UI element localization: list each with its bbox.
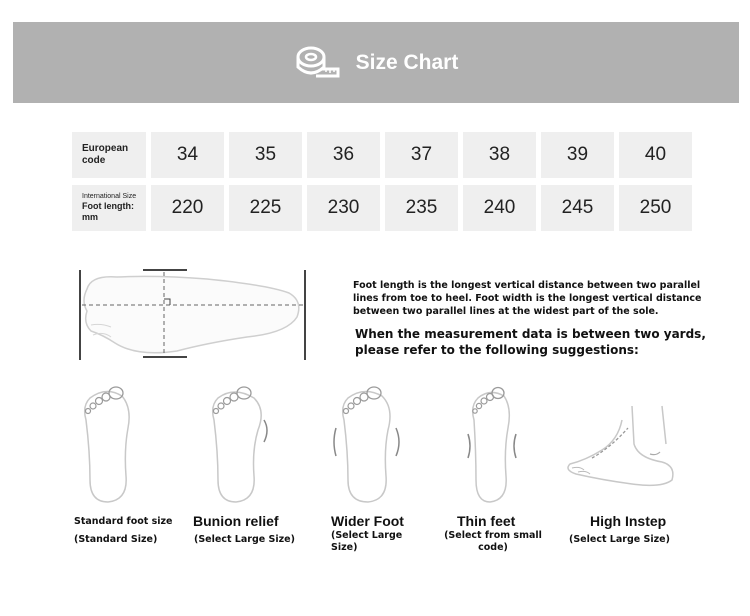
- tape-measure-icon: [294, 43, 340, 83]
- foot-type-advice: (Standard Size): [74, 534, 158, 545]
- foot-type-name: Standard foot size: [74, 516, 173, 527]
- length-cell: 240: [463, 185, 536, 231]
- european-label: European code: [72, 132, 146, 178]
- suggestion-text: When the measurement data is between two yards, please refer to the following suggestions:: [355, 327, 706, 357]
- size-table: [72, 132, 692, 238]
- european-size-row: [72, 132, 692, 178]
- wider-foot-icon: [330, 380, 406, 506]
- size-cell: 35: [229, 132, 302, 178]
- foot-type-advice: (Select Large Size): [331, 530, 403, 553]
- foot-type-name: High Instep: [590, 513, 667, 529]
- sole-measurement-diagram: [77, 265, 313, 365]
- length-cell: 220: [151, 185, 224, 231]
- page-title: Size Chart: [355, 50, 459, 74]
- size-cell: 38: [463, 132, 536, 178]
- size-cell: 39: [541, 132, 614, 178]
- length-cell: 225: [229, 185, 302, 231]
- foot-length-row: [72, 185, 692, 231]
- size-cell: 40: [619, 132, 692, 178]
- foot-type-advice: (Select Large Size): [569, 534, 670, 545]
- international-size-label: International Size: [82, 193, 137, 200]
- length-cell: 230: [307, 185, 380, 231]
- size-cell: 34: [151, 132, 224, 178]
- foot-type-name: Bunion relief: [193, 513, 279, 529]
- size-cell: 37: [385, 132, 458, 178]
- bunion-foot-icon: [204, 380, 276, 506]
- standard-foot-icon: [76, 380, 146, 506]
- thin-foot-icon: [458, 380, 528, 506]
- length-cell: 250: [619, 185, 692, 231]
- length-cell: 235: [385, 185, 458, 231]
- foot-type-name: Wider Foot: [331, 513, 404, 529]
- length-cell: 245: [541, 185, 614, 231]
- measurement-description: Foot length is the longest vertical distance between two parallel lines from toe to heel. Foot width is the longest vertical distance between two parallel lines at the widest part of the sole.: [353, 280, 702, 317]
- size-cell: 36: [307, 132, 380, 178]
- high-instep-foot-icon: [562, 400, 682, 496]
- header-banner: [13, 22, 739, 103]
- foot-length-label-cell: [72, 185, 146, 231]
- foot-type-advice: (Select Large Size): [194, 534, 295, 545]
- foot-type-name: Thin feet: [457, 513, 516, 529]
- foot-length-label: Foot length: mm: [82, 201, 134, 222]
- foot-type-advice: (Select from small code): [444, 530, 542, 553]
